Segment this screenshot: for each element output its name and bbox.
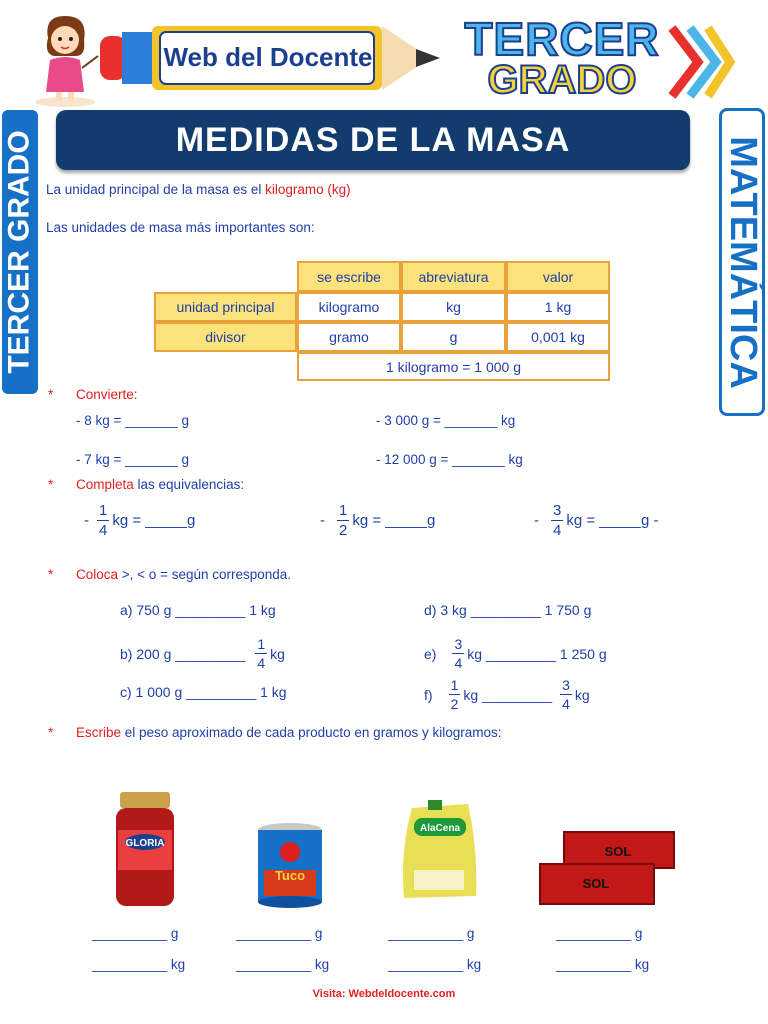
ex3-title-red: Coloca [76,567,119,582]
fraction-den: 4 [257,655,266,671]
bullet: * [48,387,54,402]
product-label: Tuco [274,868,306,883]
grade-word-1: TERCER [464,13,660,65]
ex3-title-rest: >, < o = según corresponda. [118,567,292,582]
ex1-item: - 8 kg = _______ g [76,413,189,428]
fraction [97,503,109,538]
grade-word-2: GRADO [487,58,637,102]
bullet: * [48,725,54,740]
ex3-item-a: a) 750 g _________ 1 kg [120,602,276,618]
table-cell: kilogramo [297,292,401,322]
fraction-num: 1 [257,636,266,652]
fraction [560,678,572,711]
fraction-den: 4 [99,522,108,539]
ex3-item-d: d) 3 kg _________ 1 750 g [424,602,592,618]
tomato-can-icon [256,822,324,908]
ex2-title [76,477,244,492]
intro-line-1 [46,182,351,197]
fraction-num: 1 [339,502,348,519]
fraction-num: 1 [99,502,108,519]
ex1-title: Convierte: [76,387,138,402]
ex3-f-post: kg [574,686,590,703]
ex2-title-red: Completa [76,477,134,492]
jam-jar-icon [112,790,178,908]
ex3-f-pre: f) [424,686,433,703]
side-label-right [719,108,765,416]
ex2-dash: - [84,512,89,529]
fraction-num: 1 [450,677,459,693]
table-cell: 0,001 kg [506,322,610,352]
footer-link[interactable]: Visita: Webdeldocente.com [312,988,456,1000]
fraction-den: 2 [339,522,348,539]
ex3-b-post: kg [270,645,285,662]
ex2-rest: kg = _____g [112,512,196,529]
ex3-e-post: kg _________ 1 250 g [467,645,607,662]
table-row-label: unidad principal [154,292,297,322]
ex3-item-f [424,678,590,711]
ex4-title-red: Escribe [76,725,122,740]
fraction-den: 4 [562,696,570,712]
product-label: SOL [582,876,610,891]
product-label: AlaCena [419,823,461,834]
blank-g: __________ g [388,926,475,941]
table-footer: 1 kilogramo = 1 000 g [297,352,610,381]
fraction [255,637,267,670]
fraction [337,503,349,538]
bullet: * [48,567,54,582]
blank-g: __________ g [92,926,179,941]
fraction-den: 4 [553,522,562,539]
ex2-dash: - [534,512,539,529]
ex3-item-b [120,637,285,670]
intro-highlight: kilogramo (kg) [265,182,351,197]
blank-kg: __________ kg [556,957,650,972]
fraction-num: 3 [562,677,570,693]
fraction [449,678,461,711]
soap-bars-icon [538,830,678,908]
chevron-arrows-icon [668,22,736,102]
blank-kg: __________ kg [236,957,330,972]
product-label: SOL [604,844,632,859]
table-cell: kg [401,292,506,322]
ex3-e-pre: e) [424,645,437,662]
ex2-title-rest: las equivalencias: [133,477,245,492]
intro-line-1-text: La unidad principal de la masa es el [46,182,266,197]
table-row-label: divisor [154,322,297,352]
ex1-item: - 7 kg = _______ g [76,452,189,467]
table-cell: 1 kg [506,292,610,322]
blank-g: __________ g [236,926,323,941]
blank-kg: __________ kg [92,957,186,972]
fraction-den: 2 [450,696,459,712]
mayonnaise-pouch-icon [398,800,482,902]
intro-line-2: Las unidades de masa más importantes son: [46,220,315,235]
fraction-num: 3 [454,636,463,652]
table-cell: gramo [297,322,401,352]
logo-text: Web del Docente [163,42,373,72]
table-header: se escribe [297,261,401,292]
ex4-title-rest: el peso aproximado de cada producto en gramos y kilogramos: [121,725,502,740]
fraction [452,637,464,670]
grade-badge [452,13,672,102]
ex2-item [320,503,435,538]
teacher-mascot-icon [30,12,100,107]
blank-kg: __________ kg [388,957,482,972]
table-header: valor [506,261,610,292]
table-cell: g [401,322,506,352]
table-header: abreviatura [401,261,506,292]
bullet: * [48,477,54,492]
fraction [551,503,563,538]
ex2-rest: kg = _____g - [566,512,659,529]
ex3-item-c: c) 1 000 g _________ 1 kg [120,684,287,700]
ex4-title [76,725,501,740]
ex3-item-e [424,637,607,670]
ex3-b-pre: b) 200 g _________ [120,645,246,662]
ex2-item [534,503,659,538]
product-label: GLORIA [125,838,165,849]
ex3-f-mid: kg _________ [463,686,553,703]
ex2-rest: kg = _____g [352,512,436,529]
ex1-item: - 3 000 g = _______ kg [376,413,516,428]
ex2-item [84,503,195,538]
ex3-title [76,567,291,582]
fraction-num: 3 [553,502,562,519]
fraction-den: 4 [454,655,463,671]
side-label-left [2,110,38,394]
title-banner [56,110,690,170]
side-left-text: TERCER GRADO [3,130,36,374]
page-title: MEDIDAS DE LA MASA [175,120,571,159]
ex1-item: - 12 000 g = _______ kg [376,452,523,467]
ex2-dash: - [320,512,325,529]
blank-g: __________ g [556,926,643,941]
side-right-text: MATEMÁTICA [721,135,764,389]
